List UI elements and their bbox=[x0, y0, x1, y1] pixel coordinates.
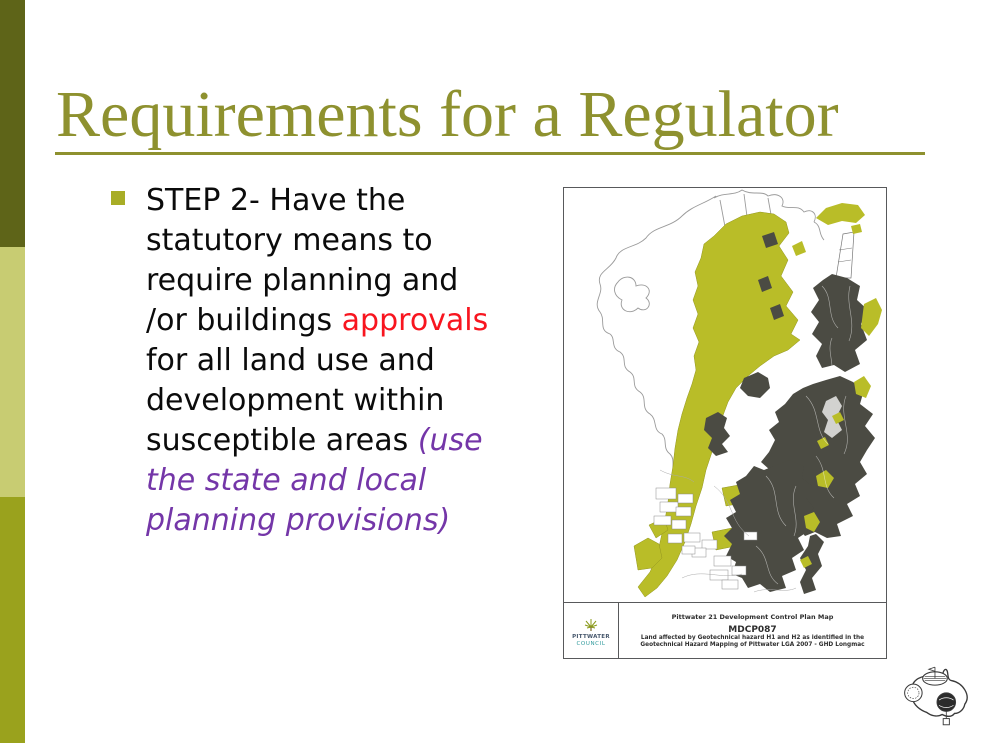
bullet-segment: for all land use and bbox=[146, 343, 435, 378]
bullet-segment-red: approvals bbox=[341, 303, 489, 338]
bullet-line bbox=[146, 221, 546, 261]
bullet-line bbox=[146, 261, 546, 301]
sidebar-segment-light bbox=[0, 247, 25, 497]
bullet-line bbox=[146, 301, 546, 341]
sidebar-segment-medium bbox=[0, 497, 25, 743]
council-name-top: PITTWATER bbox=[572, 634, 610, 640]
map-caption-title: Pittwater 21 Development Control Plan Map bbox=[671, 612, 834, 621]
title-underline bbox=[55, 152, 925, 155]
map-figure bbox=[563, 187, 887, 659]
tree-icon bbox=[582, 615, 600, 633]
map-code: MDCP087 bbox=[728, 624, 777, 635]
council-logo bbox=[564, 603, 619, 659]
australia-geomechanics-logo-icon bbox=[900, 665, 972, 729]
bullet-segment: STEP 2- Have the bbox=[146, 183, 406, 218]
map-caption-block bbox=[619, 603, 886, 659]
bullet-segment-purple: planning provisions) bbox=[146, 503, 451, 538]
bullet-segment: statutory means to bbox=[146, 223, 433, 258]
bullet-line bbox=[146, 501, 546, 541]
map-note-line2: Geotechnical Hazard Mapping of Pittwater LGA 2007 - GHD Longmac bbox=[640, 642, 865, 648]
bullet-square-icon bbox=[111, 191, 125, 205]
bullet-segment: development within bbox=[146, 383, 445, 418]
map-footer bbox=[564, 602, 886, 659]
bullet-line bbox=[146, 461, 546, 501]
bullet-line bbox=[146, 181, 546, 221]
sidebar-segment-dark bbox=[0, 0, 25, 247]
bullet-text-block bbox=[146, 181, 546, 541]
bullet-segment: susceptible areas bbox=[146, 423, 418, 458]
bullet-segment: require planning and bbox=[146, 263, 459, 298]
bullet-line bbox=[146, 421, 546, 461]
bullet-line bbox=[146, 341, 546, 381]
sidebar-accent-bar bbox=[0, 0, 25, 743]
bullet-segment-purple: the state and local bbox=[146, 463, 427, 498]
bullet-segment: /or buildings bbox=[146, 303, 342, 338]
map-note-line1: Land affected by Geotechnical hazard H1 and H2 as identified in the bbox=[640, 634, 865, 641]
bullet-segment-purple: (use bbox=[417, 423, 483, 458]
page-title: Requirements for a Regulator bbox=[56, 78, 839, 151]
council-name-bottom: COUNCIL bbox=[576, 641, 606, 647]
bullet-line bbox=[146, 381, 546, 421]
hazard-map-image bbox=[564, 188, 886, 602]
